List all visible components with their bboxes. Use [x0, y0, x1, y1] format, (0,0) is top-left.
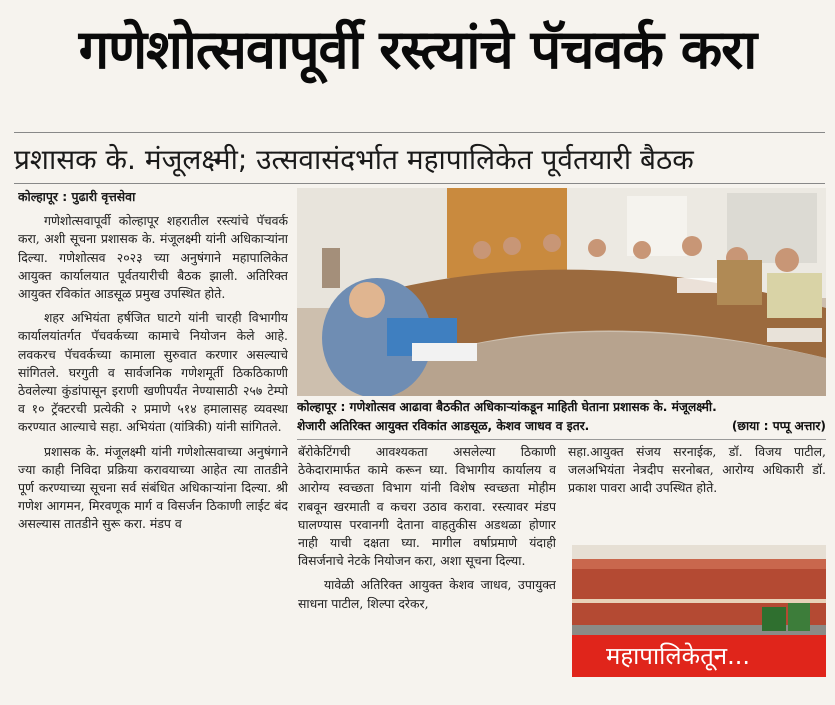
headline-rule [14, 132, 825, 133]
inset-label: महापालिकेतून... [572, 635, 826, 677]
subhead-rule [14, 183, 825, 184]
paragraph: शहर अभियंता हर्षजित घाटगे यांनी चारही विभागीय कार्यालयांतर्गत पॅचवर्कच्या कामाचे नियोजन केले आहे. लवकरच पॅचवर्कच्या कामाला सुरुवात करणार असल्याचे सांगितले. घरगुती व सार्वजनिक गणेशमूर्ती ठिकठिकाणी ठेवलेल्या कुंडांपासून इराणी खणीपर्यंत नेण्यासाठी २५७ टेम्पो व १० ट्रॅक्टरची प्रत्येकी २ प्रमाणे ५१४ हमालासह व्यवस्था करण्यात आल्याचे सहा. अभियंता (यांत्रिकी) यांनी सांगितले. [18, 310, 288, 435]
dateline: कोल्हापूर : पुढारी वृत्तसेवा [18, 189, 136, 204]
caption-line-2: शेजारी अतिरिक्त आयुक्त रविकांत आडसूळ, केशव जाधव व इतर. [297, 419, 590, 433]
paragraph: बॅरोकेटिंगची आवश्यकता असलेल्या ठिकाणी ठेकेदारामार्फत कामे करून घ्या. विभागीय कार्यालय व आरोग्य स्वच्छता विभाग यांनी विशेष स्वच्छता मोहीम राबवून खरमाती व कचरा उठाव करावा. रस्त्यावर मंडप घालण्यास परवानगी देताना वाहतुकीस अडथळा होणार नाही याची दक्षता घ्या. मागील वर्षाप्रमाणे यंदाही विसर्जनाचे नेटके नियोजन करा, अशा सूचना दिल्या. [298, 444, 556, 569]
paragraph: यावेळी अतिरिक्त आयुक्त केशव जाधव, उपायुक्त साधना पाटील, शिल्पा दरेकर, [298, 577, 556, 611]
article-column-3 [568, 443, 826, 533]
article-column-1 [18, 188, 288, 700]
paragraph: सहा.आयुक्त संजय सरनाईक, डॉ. विजय पाटील, जलअभियंता नेत्रदीप सरनोबत, आरोग्य अधिकारी डॉ. प्रकाश पावरा आदी उपस्थित होते. [568, 444, 826, 496]
caption-line-1: कोल्हापूर : गणेशोत्सव आढावा बैठकीत अधिकार्‍यांकडून माहिती घेताना प्रशासक के. मंजूलक्ष्मी. [297, 400, 717, 414]
paragraph: प्रशासक के. मंजूलक्ष्मी यांनी गणेशोत्सवाच्या अनुषंगाने ज्या काही निविदा प्रक्रिया करावयाच्या आहेत त्या तातडीने पूर्ण करण्याच्या सूचना सर्व संबंधित अधिकार्‍यांना दिल्या. श्री गणेश आगमन, मिरवणूक मार्ग व विसर्जन ठिकाणी लाईट बंद असल्यास तातडीने सुरू करा. मंडप व [18, 443, 288, 532]
photo-caption [297, 398, 826, 440]
subheadline: प्रशासक के. मंजूलक्ष्मी; उत्सवासंदर्भात महापालिकेत पूर्वतयारी बैठक [14, 143, 694, 176]
article-column-2 [298, 443, 556, 703]
paragraph: गणेशोत्सवापूर्वी कोल्हापूर शहरातील रस्त्यांचे पॅचवर्क करा, अशी सूचना प्रशासक के. मंजूलक्ष्मी यांनी अधिकार्‍यांना दिल्या. गणेशोत्सव २०२३ च्या अनुषंगाने महापालिकेत आयुक्त कार्यालयात पूर्वतयारीची बैठक झाली. अतिरिक्त आयुक्त रविकांत आडसूळ प्रमुख उपस्थित होते. [18, 213, 288, 302]
headline: गणेशोत्सवापूर्वी रस्त्यांचे पॅचवर्क करा [78, 18, 757, 81]
photo-credit: (छाया : पप्पू अत्तार) [731, 419, 826, 433]
meeting-photo [297, 188, 826, 396]
